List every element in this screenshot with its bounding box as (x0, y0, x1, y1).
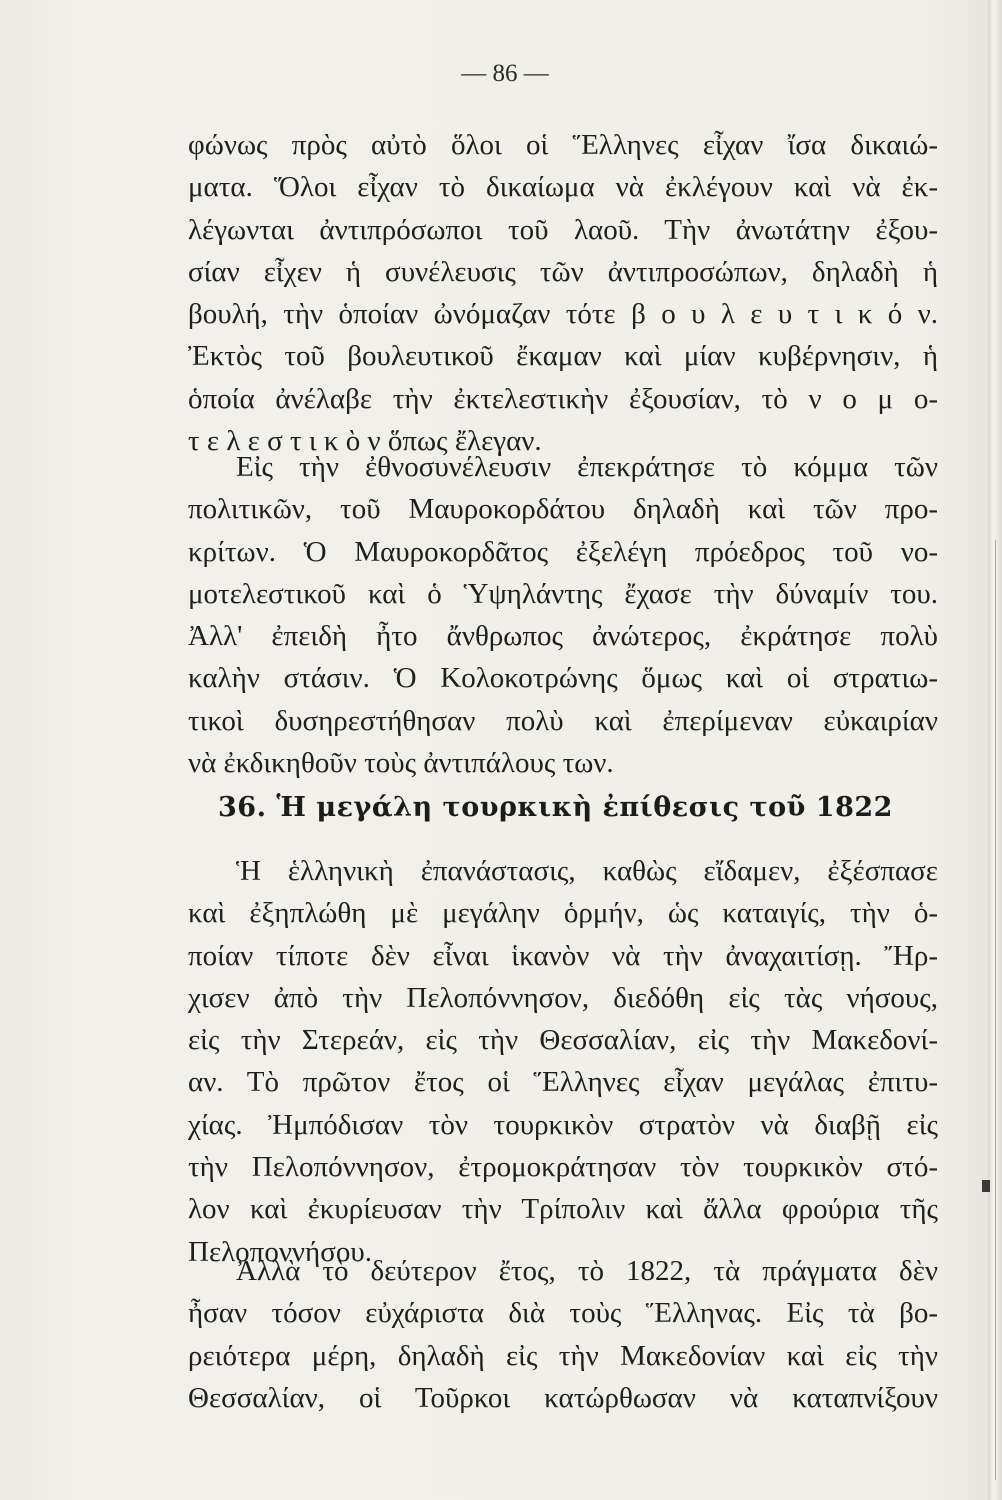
text-line: Ἀλλ' ἐπειδὴ ἦτο ἄνθρωπος ἀνώτερος, ἐκράτησε πολὺ (188, 620, 938, 653)
text-line: ματα. Ὅλοι εἶχαν τὸ δικαίωμα νὰ ἐκλέγουν καὶ νὰ ἐκ- (188, 171, 938, 204)
text-line: πολιτικῶν, τοῦ Μαυροκορδάτου δηλαδὴ καὶ τῶν προ- (188, 493, 938, 526)
text-line: λέγωνται ἀντιπρόσωποι τοῦ λαοῦ. Τὴν ἀνωτάτην ἐξου- (188, 213, 938, 246)
text-line: Ἀλλὰ τὸ δεύτερον ἔτος, τὸ 1822, τὰ πράγματα δὲν (236, 1255, 938, 1287)
text-line: τὴν Πελοπόννησον, ἐτρομοκράτησαν τὸν τουρκικὸν στό- (188, 1151, 938, 1184)
paragraph-continued (188, 124, 938, 462)
text-line: κρίτων. Ὁ Μαυροκορδᾶτος ἐξελέγη πρόεδρος τοῦ νο- (188, 535, 938, 568)
text-line: Εἰς τὴν ἐθνοσυνέλευσιν ἐπεκράτησε τὸ κόμμα τῶν (236, 451, 938, 483)
text-line: τικοὶ δυσηρεστήθησαν πολὺ καὶ ἐπερίμεναν εὐκαιρίαν (188, 704, 938, 737)
text-line: ἦσαν τόσον εὐχάριστα διὰ τοὺς Ἕλληνας. Εἰς τὰ βο- (188, 1297, 938, 1330)
text-line: ὁποία ἀνέλαβε τὴν ἐκτελεστικὴν ἐξουσίαν, τὸ ν ο μ ο- (188, 382, 938, 415)
section-heading: 36. Ἡ μεγάλη τουρκικὴ ἐπίθεσις τοῦ 1822 (218, 792, 893, 823)
text-line: χίας. Ἠμπόδισαν τὸν τουρκικὸν στρατὸν νὰ διαβῇ εἰς (188, 1108, 938, 1141)
text-line: ποίαν τίποτε δὲν εἶναι ἱκανὸν νὰ τὴν ἀναχαιτίσῃ. Ἤρ- (188, 939, 938, 972)
text-line: Πελοποννήσου. (188, 1235, 372, 1268)
page-edge-line (995, 540, 996, 1480)
paragraph-national-assembly (188, 446, 938, 784)
text-line: νὰ ἐκδικηθοῦν τοὺς ἀντιπάλους των. (188, 747, 614, 780)
text-line: καὶ ἐξηπλώθη μὲ μεγάλην ὁρμήν, ὡς καταιγίς, τὴν ὁ- (188, 897, 938, 930)
text-line: Ἐκτὸς τοῦ βουλευτικοῦ ἔκαμαν καὶ μίαν κυβέρνησιν, ἡ (188, 340, 938, 373)
text-line: Θεσσαλίαν, οἱ Τοῦρκοι κατώρθωσαν νὰ καταπνίξουν (188, 1381, 938, 1414)
text-line: Ἡ ἑλληνικὴ ἐπανάστασις, καθὼς εἴδαμεν, ἐξέσπασε (236, 855, 938, 887)
text-line: λον καὶ ἐκυρίευσαν τὴν Τρίπολιν καὶ ἄλλα φρούρια τῆς (188, 1193, 938, 1226)
paragraph-revolution (188, 850, 938, 1273)
paragraph-second-year (188, 1250, 938, 1419)
text-line: χισεν ἀπὸ τὴν Πελοπόννησον, διεδόθη εἰς τὰς νήσους, (188, 981, 938, 1014)
text-line: ρειότερα μέρη, δηλαδὴ εἰς τὴν Μακεδονίαν καὶ εἰς τὴν (188, 1339, 938, 1372)
text-line: βουλή, τὴν ὁποίαν ὠνόμαζαν τότε β ο υ λ ε υ τ ι κ ό ν. (188, 298, 938, 331)
text-line: μοτελεστικοῦ καὶ ὁ Ὑψηλάντης ἔχασε τὴν δύναμίν του. (188, 577, 938, 610)
text-line: τ ε λ ε σ τ ι κ ὸ ν ὅπως ἔλεγαν. (188, 425, 542, 458)
text-line: φώνως πρὸς αὐτὸ ὅλοι οἱ Ἕλληνες εἶχαν ἴσα δικαιώ- (188, 129, 938, 161)
margin-mark (982, 1180, 990, 1192)
text-line: καλὴν στάσιν. Ὁ Κολοκοτρώνης ὅμως καὶ οἱ στρατιω- (188, 662, 938, 695)
text-line: σίαν εἶχεν ἡ συνέλευσις τῶν ἀντιπροσώπων, δηλαδὴ ἡ (188, 255, 938, 288)
page-number: — 86 — (461, 60, 549, 87)
text-line: αν. Τὸ πρῶτον ἔτος οἱ Ἕλληνες εἶχαν μεγάλας ἐπιτυ- (188, 1066, 938, 1099)
text-line: εἰς τὴν Στερεάν, εἰς τὴν Θεσσαλίαν, εἰς τὴν Μακεδονί- (188, 1024, 938, 1057)
